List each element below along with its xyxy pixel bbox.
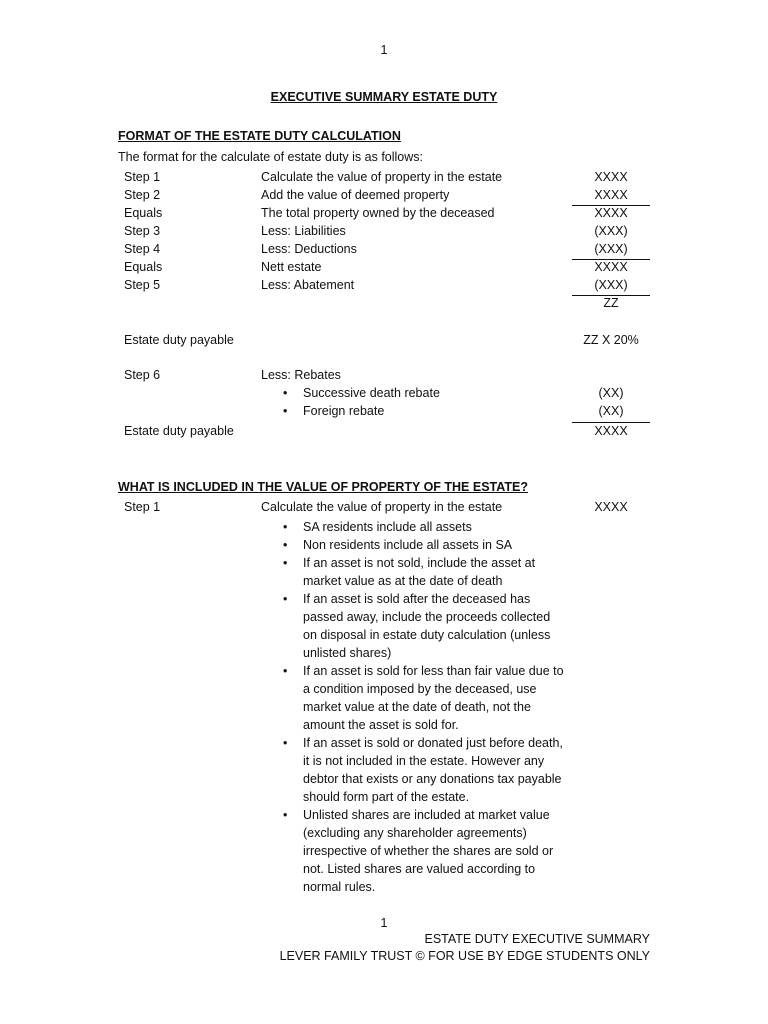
step-label: Step 5 [124, 278, 161, 292]
list-item: • If an asset is sold or donated just before death, it is not included in the estate. However any debtor that exists or any donations tax payable should form part of the estate. [283, 734, 565, 806]
step-description: Calculate the value of property in the estate [261, 170, 503, 184]
table-row [0, 170, 768, 188]
footer-line1: ESTATE DUTY EXECUTIVE SUMMARY [424, 932, 650, 946]
inclusion-list [283, 518, 583, 896]
final-duty-amount: XXXX [594, 424, 628, 438]
bullet-icon: • [283, 404, 288, 418]
list-item: • Unlisted shares are included at market value (excluding any shareholder agreements) irrespective of whether the shares are sold or not. Listed shares are valued according to normal rules. [283, 806, 573, 896]
step-amount: (XXX) [594, 242, 628, 256]
table-row [0, 188, 768, 206]
page-number-bottom: 1 [380, 916, 388, 930]
list-item: • If an asset is sold after the deceased has passed away, include the proceeds collected on disposal in estate duty calculation (unless unlisted shares) [283, 590, 565, 662]
rebate-label: Foreign rebate [303, 404, 385, 418]
step-description: Less: Liabilities [261, 224, 346, 238]
duty-payable-amount: ZZ X 20% [583, 333, 639, 347]
table-row [0, 242, 768, 260]
step-description: Less: Rebates [261, 368, 341, 382]
section2-heading: WHAT IS INCLUDED IN THE VALUE OF PROPERTY OF THE ESTATE? [118, 480, 528, 494]
step-amount: (XXX) [594, 224, 628, 238]
estate-duty-payable-row [0, 333, 768, 351]
step-amount: XXXX [594, 188, 628, 202]
table-row [0, 278, 768, 296]
document-title: EXECUTIVE SUMMARY ESTATE DUTY [270, 90, 498, 104]
step-description: Less: Deductions [261, 242, 357, 256]
step-amount: XXXX [594, 206, 628, 220]
step-amount: (XXX) [594, 278, 628, 292]
step-description: Less: Abatement [261, 278, 355, 292]
list-item: • Non residents include all assets in SA [283, 536, 583, 554]
step-description: Add the value of deemed property [261, 188, 450, 202]
rebate-row [0, 404, 768, 422]
step6-row [0, 368, 768, 386]
page-number-top: 1 [380, 43, 388, 57]
step-amount: XXXX [594, 170, 628, 184]
list-item: • If an asset is not sold, include the asset at market value as at the date of death [283, 554, 553, 590]
rebate-amount: (XX) [598, 404, 624, 418]
bullet-icon: • [283, 386, 288, 400]
section2-step-row [0, 500, 768, 518]
step-label: Equals [124, 260, 163, 274]
step-label: Step 6 [124, 368, 161, 382]
section1-heading: FORMAT OF THE ESTATE DUTY CALCULATION [118, 129, 401, 143]
step-amount: ZZ [603, 296, 619, 310]
final-duty-label: Estate duty payable [124, 424, 234, 438]
section1-intro: The format for the calculate of estate duty is as follows: [118, 150, 424, 164]
rebate-row [0, 386, 768, 404]
step-label: Step 4 [124, 242, 161, 256]
table-row [0, 260, 768, 278]
step-label: Step 1 [124, 170, 161, 184]
list-item: • SA residents include all assets [283, 518, 583, 536]
footer-line2: LEVER FAMILY TRUST © FOR USE BY EDGE STUDENTS ONLY [279, 949, 650, 963]
duty-payable-label: Estate duty payable [124, 333, 234, 347]
step-description: Nett estate [261, 260, 322, 274]
rebate-label: Successive death rebate [303, 386, 440, 400]
step-label: Equals [124, 206, 163, 220]
step-label: Step 1 [124, 500, 161, 514]
table-row [0, 206, 768, 224]
step-label: Step 2 [124, 188, 161, 202]
final-duty-row [0, 424, 768, 442]
step-label: Step 3 [124, 224, 161, 238]
list-item: • If an asset is sold for less than fair value due to a condition imposed by the deceased, use market value at the date of death, not the amount the asset is sold for. [283, 662, 565, 734]
subtotal-line [572, 422, 650, 423]
step-amount: XXXX [594, 260, 628, 274]
table-row [0, 224, 768, 242]
step-description: Calculate the value of property in the estate [261, 500, 503, 514]
table-row [0, 296, 768, 314]
step-amount: XXXX [594, 500, 628, 514]
rebate-amount: (XX) [598, 386, 624, 400]
step-description: The total property owned by the deceased [261, 206, 495, 220]
